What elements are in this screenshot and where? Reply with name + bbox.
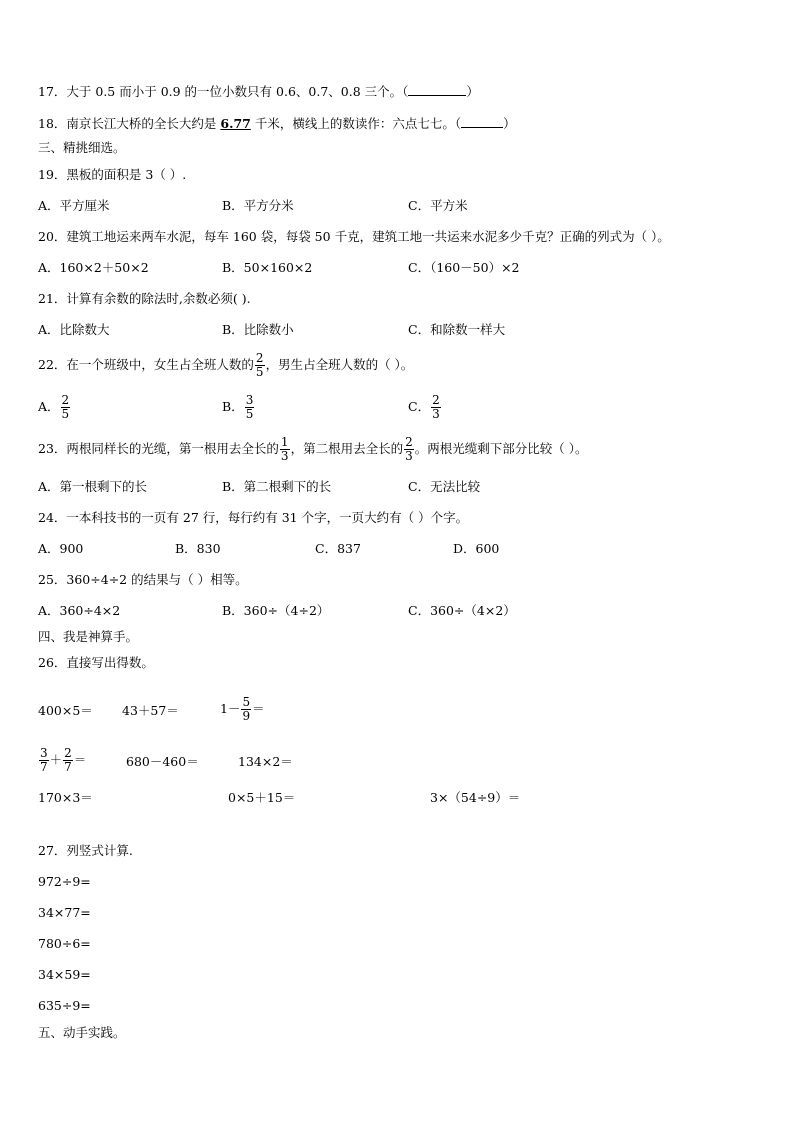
fraction: $\frac{2}{7}$ bbox=[64, 746, 72, 774]
question-17-text: 17．大于 0.5 而小于 0.9 的一位小数只有 0.6、0.7、0.8 三个。（ bbox=[38, 84, 409, 99]
option-a[interactable]: A．160×2＋50×2 bbox=[38, 260, 149, 275]
question-22: 22．在一个班级中，女生占全班人数的 $\frac{2}{5}$ ，男生占全班人数的（ ）。 bbox=[38, 351, 414, 379]
calc-item: 34×77= bbox=[38, 905, 91, 920]
option-b[interactable]: B．平方分米 bbox=[222, 198, 294, 213]
option-a[interactable]: A．360÷4×2 bbox=[38, 603, 121, 618]
option-c[interactable]: C．无法比较 bbox=[408, 479, 481, 494]
option-c[interactable]: C．360÷（4×2） bbox=[408, 603, 516, 618]
option-b[interactable]: B．第二根剩下的长 bbox=[222, 479, 332, 494]
underlined-number: 6.77 bbox=[220, 116, 251, 131]
option-a[interactable]: A．900 bbox=[38, 541, 84, 556]
option-a[interactable]: A．比除数大 bbox=[38, 322, 110, 337]
fraction: $\frac{2}{5}$ bbox=[255, 351, 264, 379]
option-a[interactable]: A．平方厘米 bbox=[38, 198, 110, 213]
calc-item: 134×2＝ bbox=[238, 754, 293, 769]
calc-item: 0×5＋15＝ bbox=[228, 790, 296, 805]
fraction: $\frac{5}{9}$ bbox=[242, 695, 251, 723]
calc-item: 680－460＝ bbox=[126, 754, 199, 769]
fraction: $\frac{2}{3}$ bbox=[405, 435, 413, 463]
calc-item: 1－ $\frac{5}{9}$ ＝ bbox=[220, 695, 265, 723]
question-18: 18．南京长江大桥的全长大约是 6.77 千米，横线上的数读作：六点七七。（ ） bbox=[38, 116, 516, 131]
calc-item: 43＋57＝ bbox=[122, 703, 179, 718]
question-26: 26．直接写出得数。 bbox=[38, 655, 154, 670]
option-d[interactable]: D．600 bbox=[453, 541, 500, 556]
question-25: 25．360÷4÷2 的结果与（ ）相等。 bbox=[38, 572, 248, 587]
option-c[interactable]: C．平方米 bbox=[408, 198, 468, 213]
question-24: 24．一本科技书的一页有 27 行，每行约有 31 个字，一页大约有（ ）个字。 bbox=[38, 510, 469, 525]
section-heading: 四、我是神算手。 bbox=[38, 629, 139, 644]
option-b[interactable]: B．比除数小 bbox=[222, 322, 294, 337]
calc-item: 972÷9= bbox=[38, 874, 91, 889]
option-b[interactable]: B．830 bbox=[175, 541, 221, 556]
question-27: 27．列竖式计算. bbox=[38, 843, 133, 858]
calc-item: 400×5＝ bbox=[38, 703, 93, 718]
fraction: $\frac{3}{5}$ bbox=[245, 393, 254, 421]
calc-item: 34×59= bbox=[38, 967, 91, 982]
calc-item: 780÷6= bbox=[38, 936, 91, 951]
question-19: 19．黑板的面积是 3（ ）. bbox=[38, 167, 187, 182]
calc-item: 635÷9= bbox=[38, 998, 91, 1013]
option-c[interactable]: C．（160－50）×2 bbox=[408, 260, 520, 275]
fraction: $\frac{3}{7}$ bbox=[40, 746, 48, 774]
option-a[interactable]: A．第一根剩下的长 bbox=[38, 479, 148, 494]
option-b[interactable]: B．50×160×2 bbox=[222, 260, 313, 275]
section-heading: 三、精挑细选。 bbox=[38, 140, 126, 155]
option-c[interactable]: C．和除数一样大 bbox=[408, 322, 506, 337]
calc-item: $\frac{3}{7}$ ＋ $\frac{2}{7}$ ＝ bbox=[40, 746, 87, 774]
section-heading: 五、动手实践。 bbox=[38, 1025, 126, 1040]
option-b[interactable]: B． $\frac{3}{5}$ bbox=[222, 393, 254, 421]
option-b[interactable]: B．360÷（4÷2） bbox=[222, 603, 330, 618]
question-20: 20．建筑工地运来两车水泥，每车 160 袋，每袋 50 千克，建筑工地一共运来水泥多少千克？正确的列式为（ ）。 bbox=[38, 229, 670, 244]
option-c[interactable]: C．837 bbox=[315, 541, 361, 556]
answer-blank[interactable] bbox=[461, 115, 503, 128]
calc-item: 3×（54÷9）＝ bbox=[430, 790, 521, 805]
answer-blank[interactable] bbox=[408, 83, 466, 96]
fraction: $\frac{2}{5}$ bbox=[61, 393, 70, 421]
question-23: 23．两根同样长的光缆，第一根用去全长的 $\frac{1}{3}$ ，第二根用去全长的 $\frac{2}{3}$ 。两根光缆剩下部分比较（ ）。 bbox=[38, 435, 588, 463]
fraction: $\frac{2}{3}$ bbox=[432, 393, 440, 421]
question-17: 17．大于 0.5 而小于 0.9 的一位小数只有 0.6、0.7、0.8 三个。（ ） bbox=[38, 84, 479, 99]
option-a[interactable]: A． $\frac{2}{5}$ bbox=[38, 393, 70, 421]
calc-item: 170×3＝ bbox=[38, 790, 93, 805]
option-c[interactable]: C． $\frac{2}{3}$ bbox=[408, 393, 440, 421]
fraction: $\frac{1}{3}$ bbox=[280, 435, 289, 463]
question-21: 21．计算有余数的除法时,余数必须( ). bbox=[38, 291, 251, 306]
